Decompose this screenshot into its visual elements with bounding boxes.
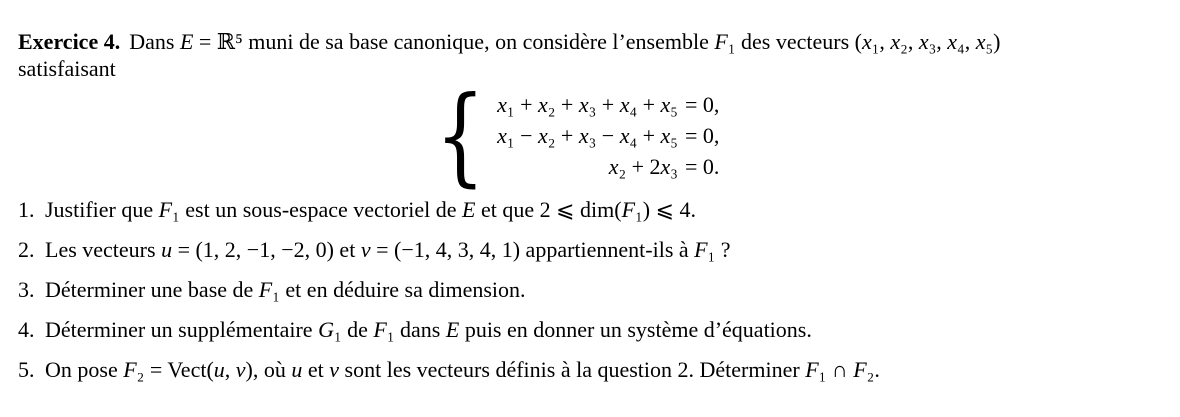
question-number: 2. [18, 237, 35, 262]
math-inline: F₂ [123, 357, 145, 382]
math-inline: F₁ [158, 197, 180, 222]
math-inline: x₁ − x₂ + x₃ − x₄ + x₅ [497, 123, 678, 148]
equation-3-lhs [497, 151, 678, 182]
question-number: 5. [18, 357, 35, 382]
exercise-title: Exercice 4. [18, 29, 121, 54]
equation-grid [497, 89, 719, 182]
math-inline: (x₁, x₂, x₃, x₄, x₅) [854, 29, 1001, 54]
intro-text: Dans E = ℝ⁵ muni de sa base canonique, on considère l’ensemble F₁ des vecteurs (x₁, x₂, x₃, x₄, x₅) [129, 29, 1001, 54]
intro-line-2: satisfaisant [18, 56, 116, 81]
question-number: 3. [18, 277, 35, 302]
question-item-1 [18, 197, 1162, 223]
math-inline: (F₁) [614, 197, 651, 222]
math-inline: v [329, 357, 340, 382]
question-text: Déterminer un supplémentaire G₁ de F₁ dans E puis en donner un système d’équations. [45, 317, 812, 342]
equation-system-inner [431, 73, 720, 198]
question-item-2 [18, 237, 1162, 263]
equation-2-rhs: = 0, [684, 123, 720, 148]
equation-3-rhs: = 0. [684, 154, 720, 179]
math-inline: E [445, 317, 460, 342]
math-inline: x₁ + x₂ + x₃ + x₄ + x₅ [497, 92, 678, 117]
math-inline: u [161, 237, 173, 262]
math-inline: G₁ [318, 317, 342, 342]
math-inline: F₁ [258, 277, 280, 302]
math-inline: E [179, 29, 194, 54]
math-inline: E [462, 197, 476, 222]
question-number: 1. [18, 197, 35, 222]
question-list [18, 197, 1162, 383]
math-inline: x₂ + 2x₃ [608, 154, 678, 179]
math-inline: u [291, 357, 303, 382]
question-number: 4. [18, 317, 35, 342]
system-brace: { [435, 73, 485, 198]
question-text: Les vecteurs u = (1, 2, −1, −2, 0) et v = (−1, 4, 3, 4, 1) appartiennent-ils à F₁ ? [45, 237, 731, 262]
math-inline: F₁ [373, 317, 395, 342]
question-item-4 [18, 317, 1162, 343]
math-inline: (u, v) [206, 357, 253, 382]
math-inline: F₁ ∩ F₂ [805, 357, 875, 382]
question-text: Justifier que F₁ est un sous-espace vectoriel de E et que 2 ⩽ dim(F₁) ⩽ 4. [45, 197, 696, 222]
math-inline: F₁ [714, 29, 736, 54]
question-text: Déterminer une base de F₁ et en déduire sa dimension. [45, 277, 526, 302]
equation-system [18, 73, 1132, 198]
question-item-5 [18, 357, 1162, 383]
math-inline: v [360, 237, 371, 262]
equation-2-lhs [497, 120, 678, 151]
math-inline: F₁ [694, 237, 716, 262]
equation-1-rhs: = 0, [684, 92, 720, 117]
intro-line-1 [18, 28, 1162, 55]
equation-1-lhs [497, 89, 678, 120]
question-item-3 [18, 277, 1162, 303]
question-text: On pose F₂ = Vect(u, v), où u et v sont les vecteurs définis à la question 2. Déterminer F₁ ∩ F₂. [45, 357, 880, 382]
